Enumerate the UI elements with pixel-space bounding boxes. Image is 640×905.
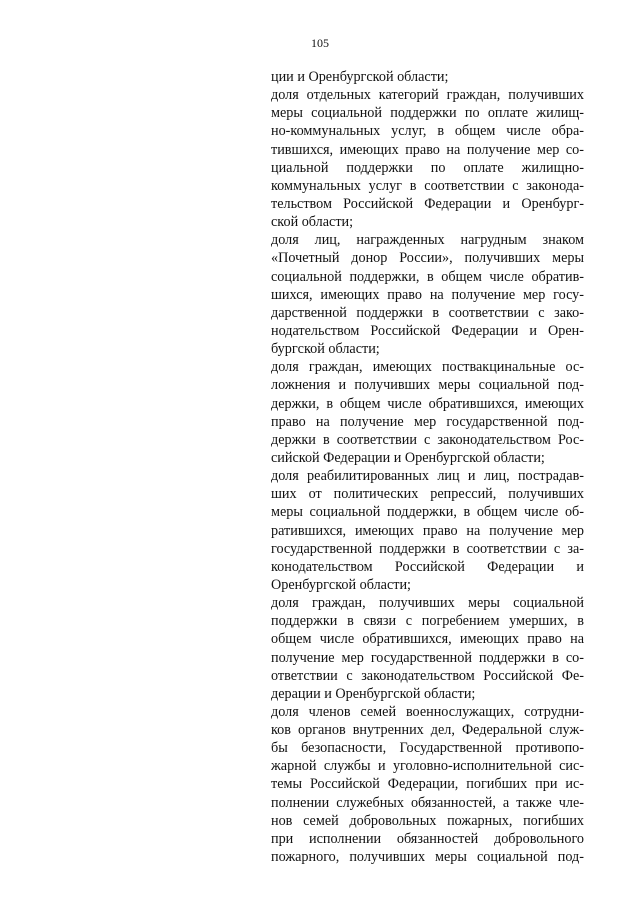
text-line: коммунальных услуг в соответствии с законода-: [271, 177, 584, 194]
text-line: ответствии с законодательством Российской Фе-: [271, 667, 584, 684]
text-line: государственной поддержки в соответствии с за-: [271, 540, 584, 557]
text-line: ложнения и получивших меры социальной под-: [271, 377, 584, 394]
text-line: социальной поддержки, в общем числе обратив-: [271, 268, 584, 285]
text-line: поддержки в связи с погребением умерших, в: [271, 613, 584, 630]
text-line: доля членов семей военнослужащих, сотрудни-: [271, 703, 584, 720]
text-line: бы безопасности, Государственной противопо-: [271, 740, 584, 757]
text-line: право на получение мер государственной под-: [271, 413, 584, 430]
text-line: жарной службы и уголовно-исполнительной сис-: [271, 758, 584, 775]
text-line: бургской области;: [271, 341, 380, 358]
text-line: сийской Федерации и Оренбургской области;: [271, 449, 545, 466]
document-body: [271, 68, 584, 866]
text-line: но-коммунальных услуг, в общем числе обра-: [271, 123, 584, 140]
text-line: тившихся, имеющих право на получение мер со-: [271, 141, 584, 158]
text-line: дарственной поддержки в соответствии с зако-: [271, 304, 584, 321]
text-line: циальной поддержки по оплате жилищно-: [271, 159, 584, 176]
text-line: доля отдельных категорий граждан, получивших: [271, 87, 584, 104]
text-line: шихся, имеющих право на получение мер госу-: [271, 286, 584, 303]
text-line: ших от политических репрессий, получивших: [271, 486, 584, 503]
text-line: держки, в общем числе обратившихся, имеющих: [271, 395, 584, 412]
text-line: получение мер государственной поддержки в со-: [271, 649, 584, 666]
text-line: Оренбургской области;: [271, 576, 411, 593]
text-line: доля реабилитированных лиц и лиц, пострадав-: [271, 468, 584, 485]
text-line: меры социальной поддержки по оплате жилищ-: [271, 105, 584, 122]
text-line: «Почетный донор России», получивших меры: [271, 250, 584, 267]
text-line: ратившихся, имеющих право на получение мер: [271, 522, 584, 539]
text-line: дерации и Оренбургской области;: [271, 685, 476, 702]
text-line: ков органов внутренних дел, Федеральной служ-: [271, 722, 584, 739]
text-line: держки в соответствии с законодательством Рос-: [271, 431, 584, 448]
text-line: тельством Российской Федерации и Оренбург-: [271, 195, 584, 212]
text-line: полнении служебных обязанностей, а также чле-: [271, 794, 584, 811]
text-line: пожарного, получивших меры социальной под-: [271, 849, 584, 866]
text-line: нов семей добровольных пожарных, погибших: [271, 812, 584, 829]
text-line: меры социальной поддержки, в общем числе об-: [271, 504, 584, 521]
text-line: ции и Оренбургской области;: [271, 69, 449, 85]
text-line: доля лиц, награжденных нагрудным знаком: [271, 232, 584, 249]
text-line: доля граждан, имеющих поствакцинальные ос-: [271, 359, 584, 376]
text-line: общем числе обратившихся, имеющих право на: [271, 631, 584, 648]
page-number: 105: [311, 36, 329, 50]
text-line: ской области;: [271, 214, 354, 231]
text-line: нодательством Российской Федерации и Орен-: [271, 322, 584, 339]
text-line: конодательством Российской Федерации и: [271, 558, 584, 575]
text-line: доля граждан, получивших меры социальной: [271, 595, 584, 612]
text-line: при исполнении обязанностей добровольного: [271, 830, 584, 847]
text-line: темы Российской Федерации, погибших при ис-: [271, 776, 584, 793]
